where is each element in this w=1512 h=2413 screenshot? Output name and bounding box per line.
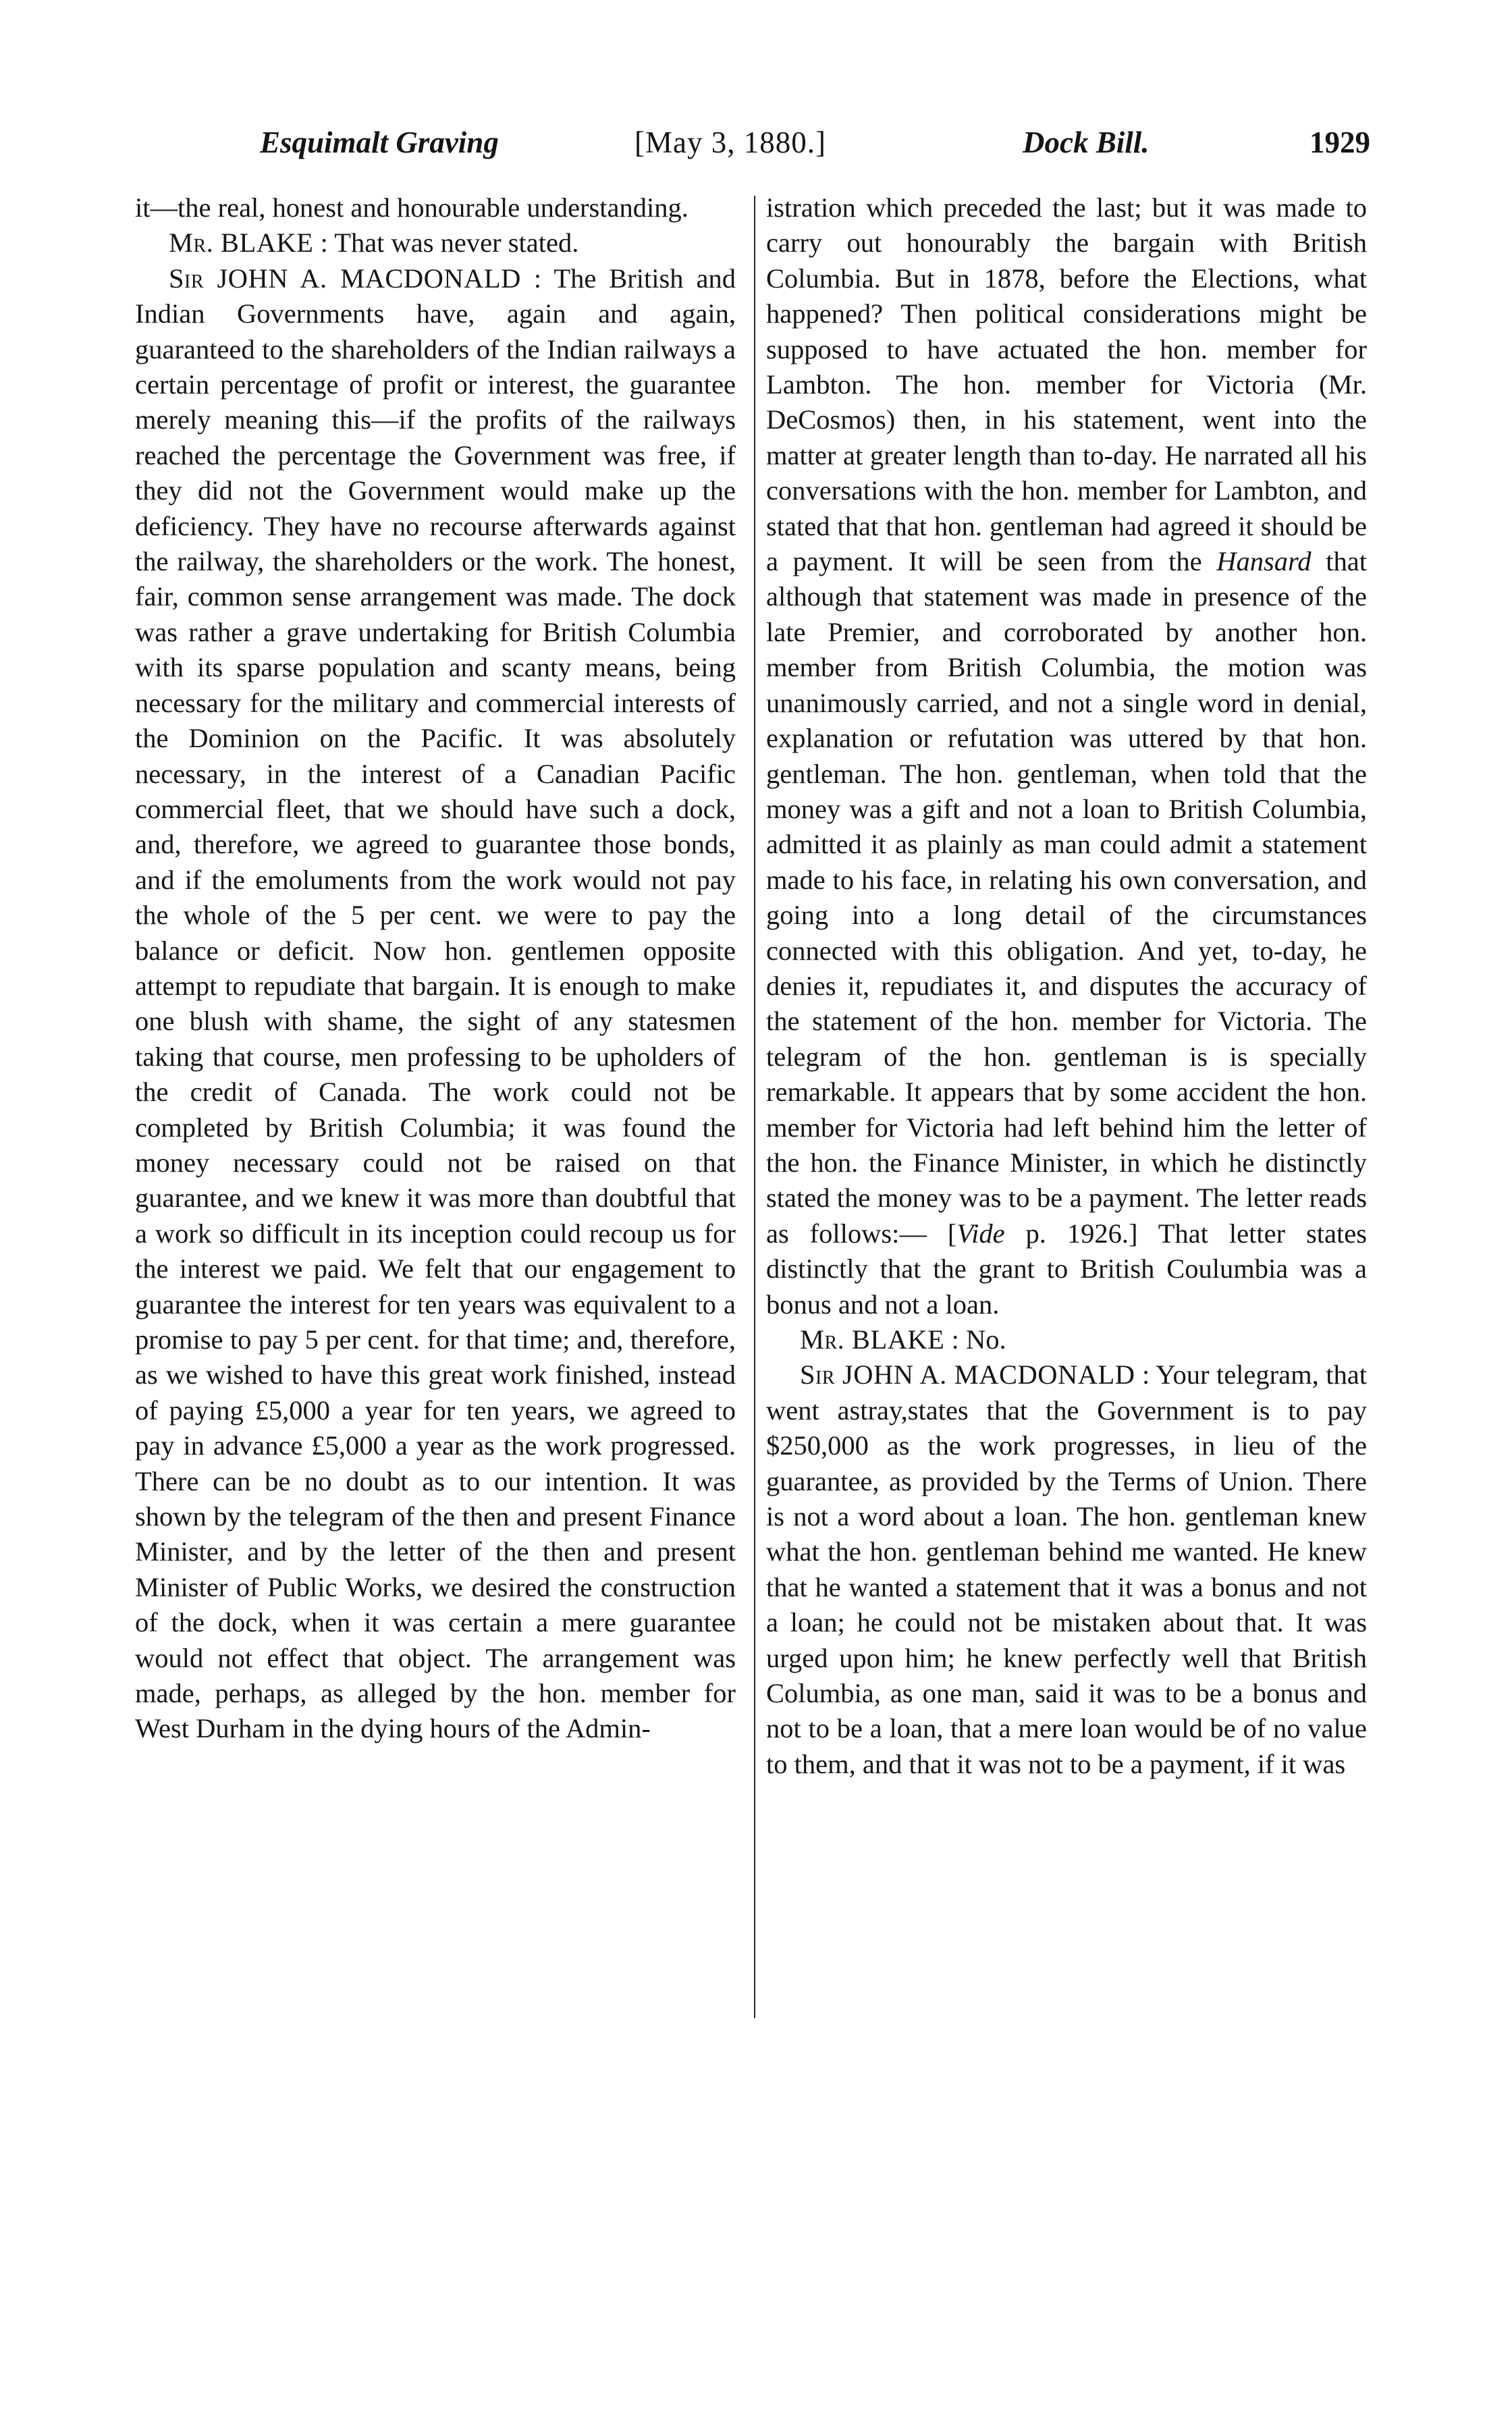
paragraph-blake-remark bbox=[766, 1322, 1367, 1357]
speech-text: p. 1926.] That letter states distinctly that the grant to British Coulumbia was a bonus and not a loan. bbox=[766, 1218, 1367, 1320]
left-column bbox=[135, 190, 736, 1747]
paragraph-continuation: it—the real, honest and honourable understanding. bbox=[135, 192, 688, 223]
speaker-name: Sir JOHN A. MACDONALD bbox=[800, 1359, 1135, 1390]
right-column bbox=[766, 190, 1367, 1782]
speech-text: : Your telegram, that went astray,states that the Government is to pay $250,000 as the work progresses, in lieu of the guarantee, as provided by the Terms of Union. There is not a word about a loan. The hon. gentleman knew what the hon. gentleman behind me wanted. He knew that he wanted a statement that it was a bonus and not a loan; he could not be mistaken about that. It was urged upon him; he knew perfectly well that British Columbia, as one man, said it was to be a bonus and not to be a loan, that a mere loan would be of no value to them, and that it was not to be a payment, if it was bbox=[766, 1359, 1367, 1779]
speech-text: istration which preceded the last; but it was made to carry out honourably the bargain with British Columbia. But in 1878, before the Elections, what happened? Then political considerations might be supposed to have actuated the hon. member for Lambton. The hon. member for Victoria (Mr. DeCosmos) then, in his statement, went into the matter at greater length than to-day. He narrated all his conversations with the hon. member for Lambton, and stated that that hon. gentleman had agreed it should be a payment. It will be seen from the bbox=[766, 192, 1367, 577]
paragraph-continuation bbox=[766, 190, 1367, 1322]
column-divider bbox=[754, 196, 755, 2018]
running-head-date: [May 3, 1880.] bbox=[634, 126, 826, 159]
paragraph-blake-remark bbox=[135, 225, 736, 261]
vide-reference: Vide bbox=[956, 1218, 1005, 1249]
hansard-reference: Hansard bbox=[1216, 546, 1312, 577]
speech-text: : That was never stated. bbox=[320, 227, 579, 259]
speech-text: : No. bbox=[951, 1324, 1006, 1355]
speaker-name: Mr. BLAKE bbox=[169, 227, 314, 259]
speech-text: : The British and Indian Governments have, again and again, guaranteed to the shareholders of the Indian railways a certain percentage of profit or interest, the guarantee merely meaning this—if the profits of the railways reached the percentage the Government was free, if they did not the Government would make up the deficiency. They have no recourse afterwards against the railway, the shareholders or the work. The honest, fair, common sense arrangement was made. The dock was rather a grave undertaking for British Columbia with its sparse population and scanty means, being necessary for the military and commercial interests of the Dominion on the Pacific. It was absolutely necessary, in the interest of a Canadian Pacific commercial fleet, that we should have such a dock, and, therefore, we agreed to guarantee those bonds, and if the emoluments from the work would not pay the whole of the 5 per cent. we were to pay the balance or deficit. Now hon. gentlemen opposite attempt to repudiate that bargain. It is enough to make one blush with shame, the sight of any statesmen taking that course, men professing to be upholders of the credit of Canada. The work could not be completed by British Columbia; it was found the money necessary could not be raised on that guarantee, and we knew it was more than doubtful that a work so difficult in its inception could recoup us for the interest we paid. We felt that our engagement to guarantee the interest for ten years was equivalent to a promise to pay 5 per cent. for that time; and, therefore, as we wished to have this great work finished, instead of paying £5,000 a year for ten years, we agreed to pay in advance £5,000 a year as the work progressed. There can be no doubt as to our intention. It was shown by the telegram of the then and present Finance Minister, and by the letter of the then and present Minister of Public Works, we desired the construction of the dock, when it was certain a mere guarantee would not effect that object. The arrangement was made, perhaps, as alleged by the hon. member for West Durham in the dying hours of the Admin- bbox=[135, 263, 736, 1744]
paragraph-macdonald-speech bbox=[766, 1357, 1367, 1782]
paragraph-macdonald-speech bbox=[135, 261, 736, 1747]
page-number: 1929 bbox=[1310, 126, 1370, 159]
speaker-name: Sir JOHN A. MACDONALD bbox=[169, 263, 521, 294]
speech-text: that although that statement was made in presence of the late Premier, and corroborated by another hon. member from British Columbia, the motion was unanimously carried, and not a single word in denial, explanation or refutation was uttered by that hon. gentleman. The hon. gentleman, when told that the money was a gift and not a loan to British Columbia, admitted it as plainly as man could admit a statement made to his face, in relating his own conversation, and going into a long detail of the circumstances connected with this obligation. And yet, to-day, he denies it, repudiates it, and disputes the accuracy of the statement of the hon. member for Victoria. The telegram of the hon. gentleman is is specially remarkable. It appears that by some accident the hon. member for Victoria had left behind him the letter of the hon. the Finance Minister, in which he distinctly stated the money was to be a payment. The letter reads as follows:— [ bbox=[766, 546, 1367, 1249]
running-head-right: Dock Bill. bbox=[1023, 126, 1150, 159]
running-head-left: Esquimalt Graving bbox=[260, 126, 499, 159]
running-head bbox=[0, 119, 1512, 166]
speaker-name: Mr. BLAKE bbox=[800, 1324, 945, 1355]
